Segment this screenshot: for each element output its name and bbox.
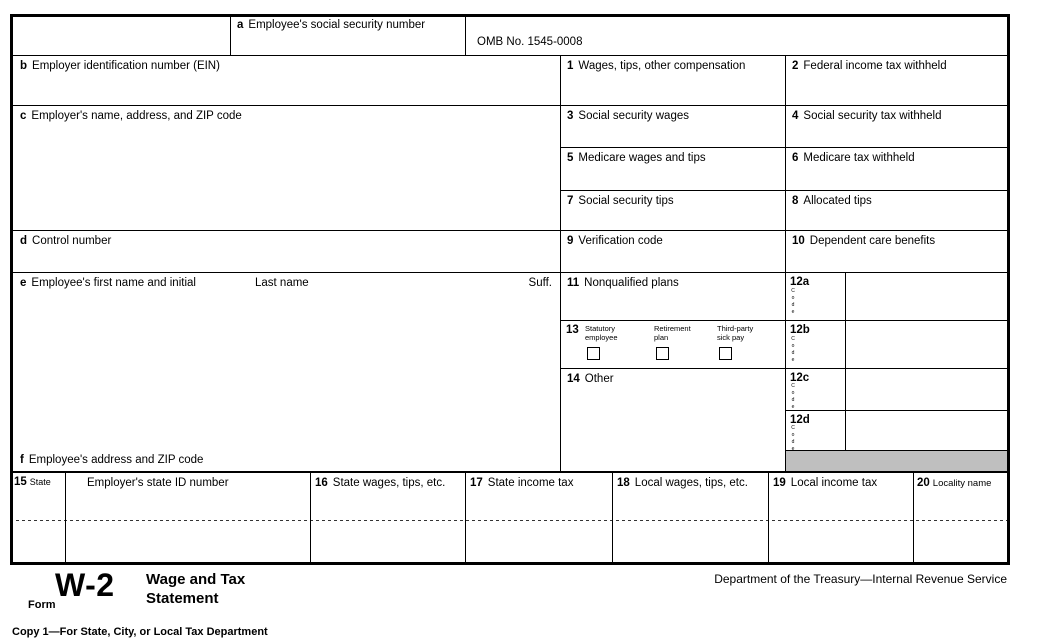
box-6-num: 6 [792,152,799,164]
form-number: W-2 [55,567,115,603]
box-12d-num: 12d [790,414,810,426]
box-12b-code-label: Code [790,336,796,364]
box-12a-field[interactable] [785,272,1010,320]
third-party-label-line2: sick pay [717,333,745,343]
statutory-label-line1: Statutory [585,324,616,333]
box-7-num: 7 [567,195,574,207]
box-5-label: Medicare wages and tips [578,152,706,164]
box-7-ss-tips-field[interactable] [560,190,785,230]
box-8-num: 8 [792,195,799,207]
copy-note: Copy 1—For State, City, or Local Tax Department [12,626,268,638]
box-b-label: Employer identification number (EIN) [32,60,220,72]
box-8-allocated-tips-field[interactable] [785,190,1010,230]
box-18-label: Local wages, tips, etc. [634,477,748,489]
box-19-num: 19 [773,477,786,489]
box-12c-code-label: Code [790,383,796,411]
box-16-num: 16 [315,477,328,489]
box-17-num: 17 [470,477,483,489]
retirement-label-line2: plan [654,333,669,343]
box-3-num: 3 [567,110,574,122]
retirement-plan-option [654,324,691,360]
statutory-label-line2: employee [585,333,618,343]
box-d-control-number-field[interactable] [10,230,560,272]
box-15-num: 15 [14,476,27,488]
box-1-wages-field[interactable] [560,55,785,105]
statutory-employee-option [585,324,618,360]
box-19-local-income-tax-field[interactable] [768,472,913,565]
box-4-num: 4 [792,110,799,122]
box-2-federal-tax-field[interactable] [785,55,1010,105]
box-2-label: Federal income tax withheld [803,60,947,72]
box-1-num: 1 [567,60,574,72]
box-10-dependent-care-field[interactable] [785,230,1010,272]
form-title [146,571,245,609]
box-6-medicare-tax-field[interactable] [785,147,1010,190]
box-15-label: State [29,477,51,487]
box-a-num: a [237,19,244,31]
box-12a-num: 12a [790,276,810,288]
box-c-num: c [20,110,27,122]
box-14-num: 14 [567,373,580,385]
box-13-checkboxes [560,320,785,368]
statutory-employee-checkbox[interactable] [587,347,600,360]
box-13-num: 13 [566,324,579,336]
box-16-state-wages-field[interactable] [310,472,465,565]
box-12a-code-label: Code [790,288,796,316]
form-word: Form [28,599,56,611]
box-2-num: 2 [792,60,799,72]
third-party-sick-pay-checkbox[interactable] [719,347,732,360]
box-7-label: Social security tips [578,195,674,207]
box-14-label: Other [584,373,614,385]
box-6-label: Medicare tax withheld [803,152,915,164]
box-3-label: Social security wages [578,110,689,122]
box-9-num: 9 [567,235,574,247]
box-9-label: Verification code [578,235,663,247]
box-11-nonqualified-plans-field[interactable] [560,272,785,320]
retirement-label-line1: Retirement [654,324,691,333]
box-f-address-label [20,454,203,468]
box-d-num: d [20,235,28,247]
box-20-locality-name-field[interactable] [913,472,1010,565]
omb-number: OMB No. 1545-0008 [477,36,583,48]
box-e-last-name-label: Last name [255,277,309,289]
box-b-ein-field[interactable] [10,55,560,105]
box-12c-field[interactable] [785,368,1010,410]
box-9-verification-code-field[interactable] [560,230,785,272]
box-17-state-income-tax-field[interactable] [465,472,612,565]
box-3-ss-wages-field[interactable] [560,105,785,147]
form-title-line2: Statement [146,589,219,607]
box-20-num: 20 [917,477,930,489]
agency-text: Department of the Treasury—Internal Revenue Service [714,572,1007,586]
box-e-num: e [20,277,27,289]
box-b-num: b [20,60,28,72]
box-15-employer-state-id-field[interactable] [65,472,310,565]
box-4-label: Social security tax withheld [803,110,942,122]
box-a-ssn-field[interactable] [230,14,465,55]
box-14-other-field[interactable] [560,368,785,472]
box-12b-field[interactable] [785,320,1010,368]
retirement-plan-checkbox[interactable] [656,347,669,360]
box-d-label: Control number [32,235,112,247]
box-15-employer-id-label: Employer's state ID number [87,477,229,489]
box-20-label: Locality name [932,478,992,489]
box-18-local-wages-field[interactable] [612,472,768,565]
box-f-label: Employee's address and ZIP code [28,454,204,467]
box-12d-code-label: Code [790,425,796,453]
box-19-label: Local income tax [790,477,878,489]
box-4-ss-tax-field[interactable] [785,105,1010,147]
box-a-label: Employee's social security number [248,19,426,31]
box-c-label: Employer's name, address, and ZIP code [31,110,242,122]
box-1-label: Wages, tips, other compensation [578,60,746,72]
box-11-label: Nonqualified plans [584,277,679,289]
box-5-medicare-wages-field[interactable] [560,147,785,190]
box-f-num: f [20,454,24,467]
box-11-num: 11 [567,277,580,289]
box-12d-field[interactable] [785,410,1010,453]
box-16-label: State wages, tips, etc. [332,477,446,489]
box-10-num: 10 [792,235,805,247]
box-17-label: State income tax [487,477,574,489]
box-12c-num: 12c [790,372,810,384]
form-title-line1: Wage and Tax [146,571,246,588]
box-12b-num: 12b [790,324,810,336]
box-e-label: Employee's first name and initial [31,277,196,289]
box-5-num: 5 [567,152,574,164]
box-c-employer-field[interactable] [10,105,560,230]
box-15-state-field[interactable] [10,472,65,565]
box-10-label: Dependent care benefits [809,235,936,247]
box-e-suffix-label: Suff. [528,277,552,289]
box-8-label: Allocated tips [803,195,872,207]
box-18-num: 18 [617,477,630,489]
third-party-sick-pay-option [717,324,753,360]
third-party-label-line1: Third-party [717,324,754,333]
box-e-employee-name-field[interactable] [10,272,560,472]
